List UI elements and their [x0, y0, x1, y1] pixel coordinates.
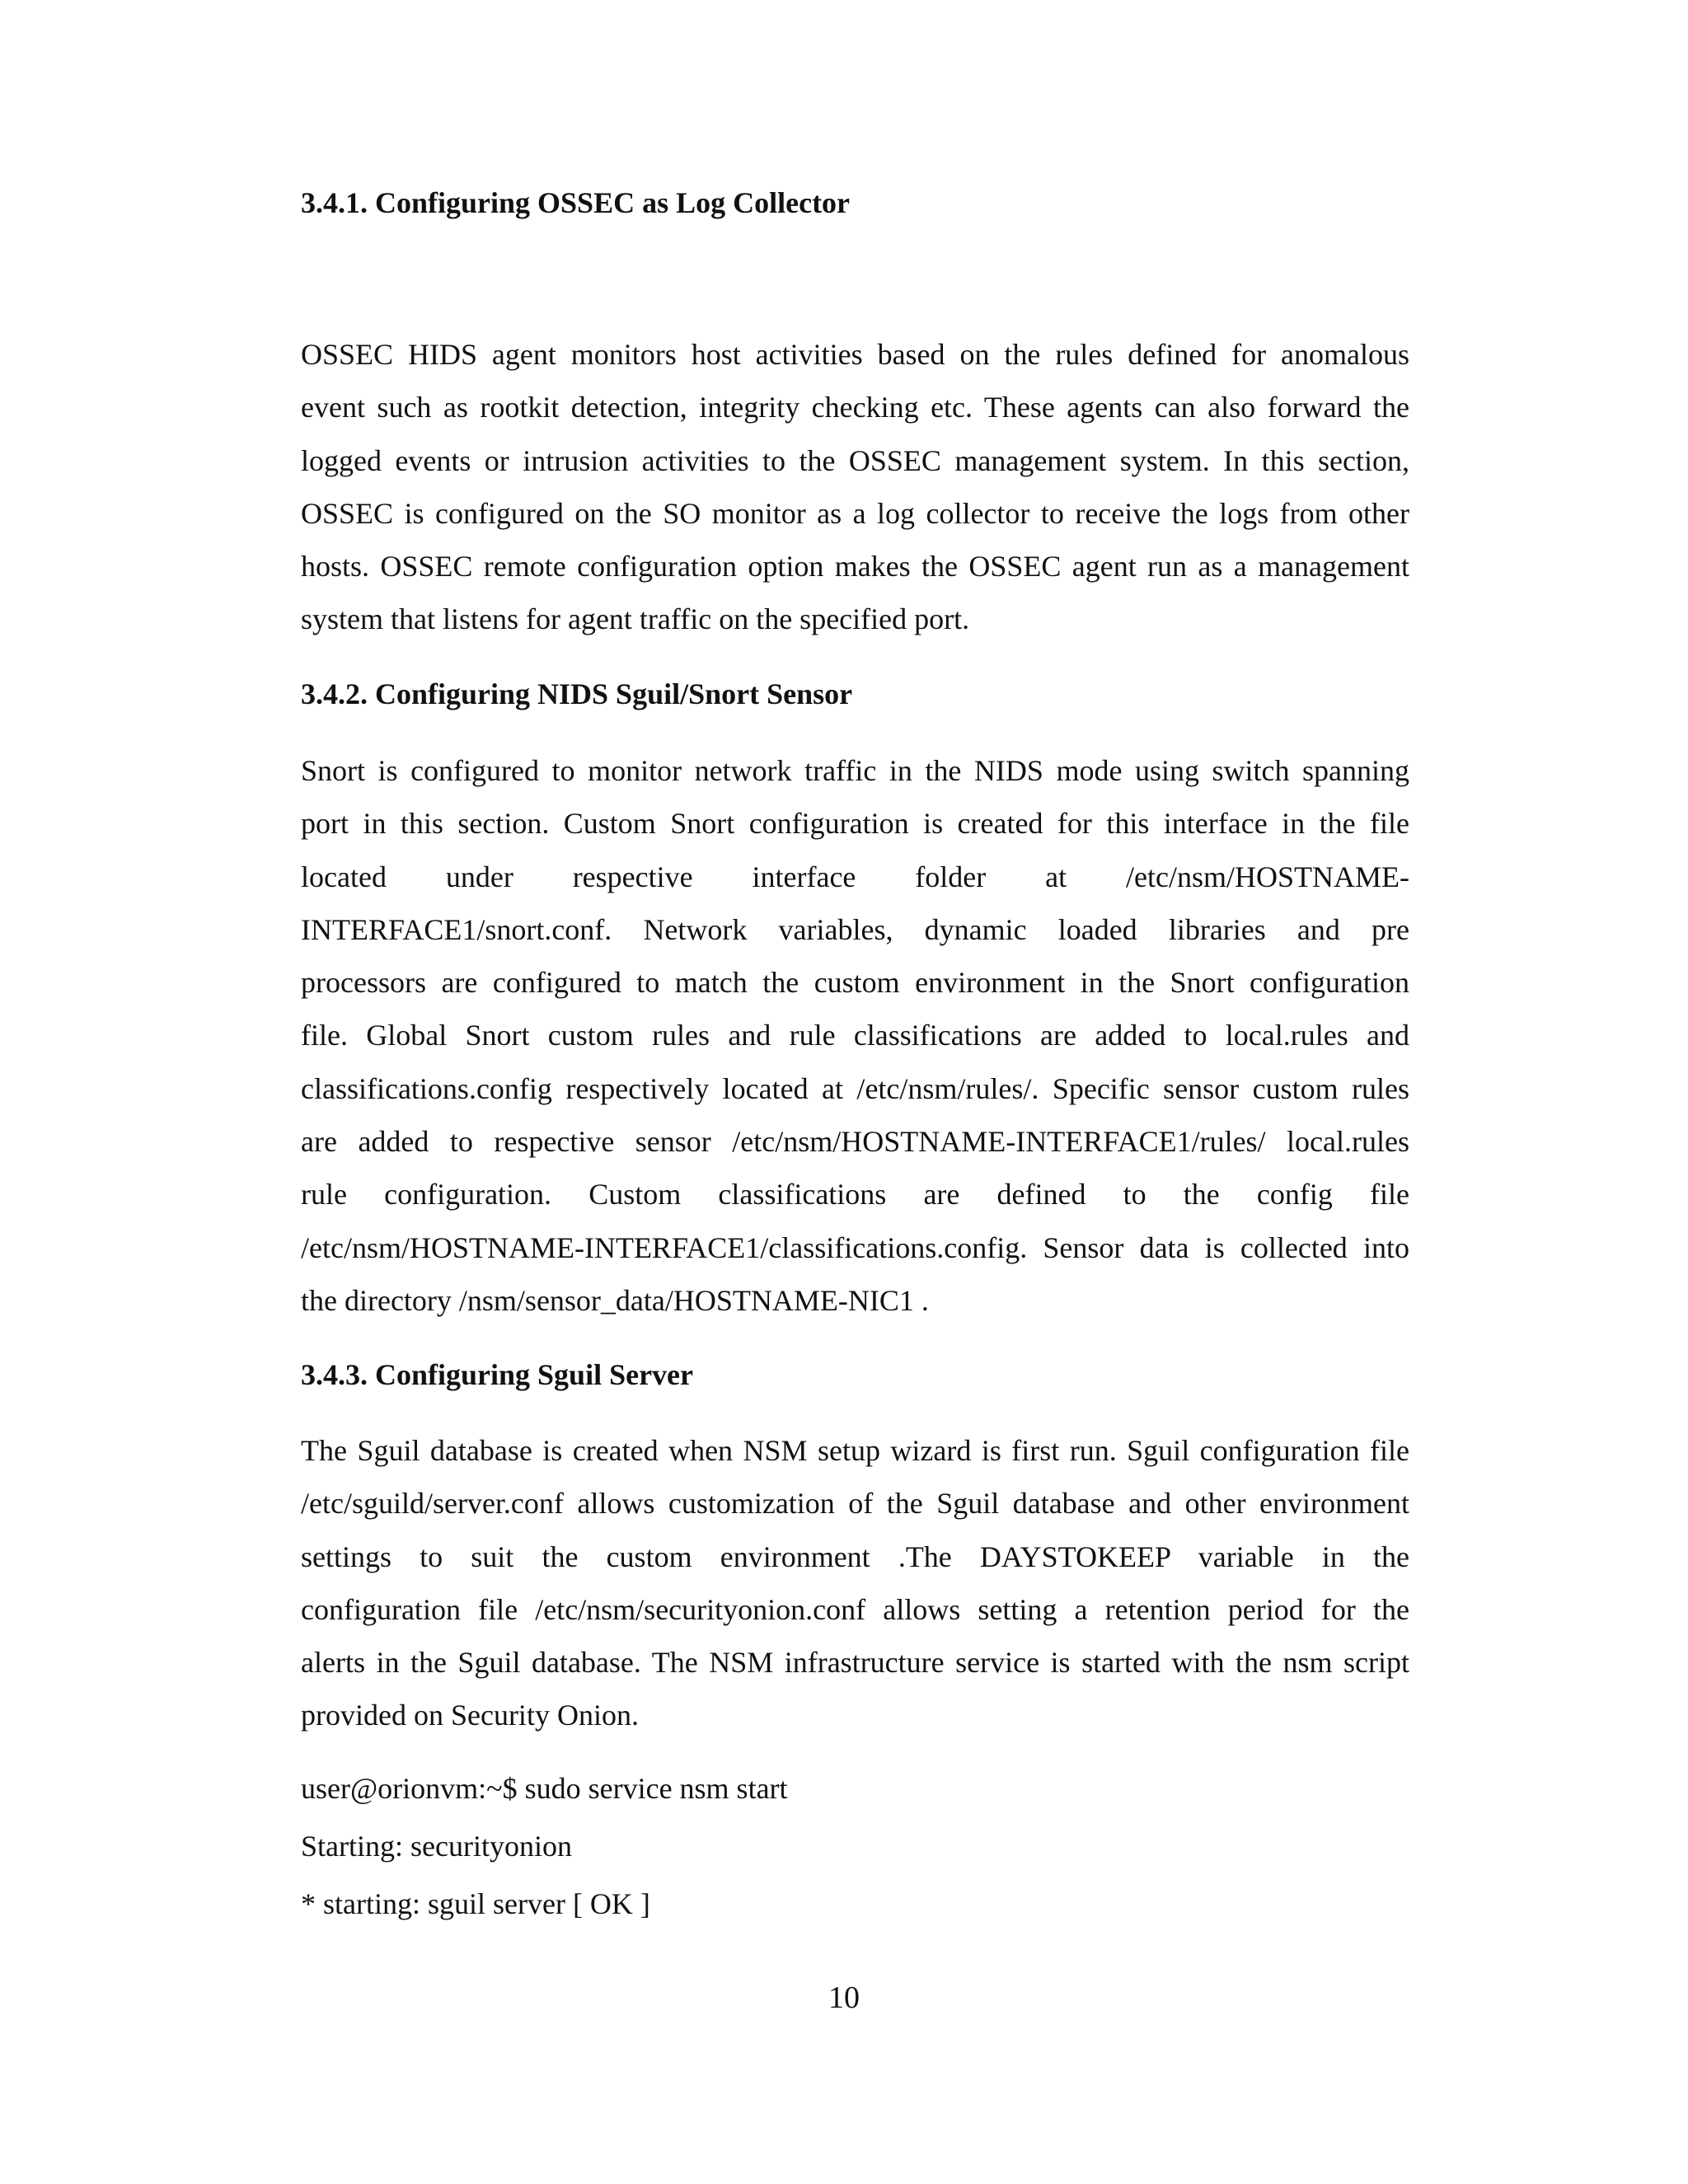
section-heading-3-4-2: 3.4.2. Configuring NIDS Sguil/Snort Sensor: [301, 677, 853, 710]
section-heading-3-4-3: 3.4.3. Configuring Sguil Server: [301, 1358, 694, 1391]
paragraph-line: event such as rootkit detection, integrity checking etc. These agents can also forward the: [301, 391, 1409, 424]
section-paragraph-3-4-2: [301, 744, 1409, 1327]
paragraph-line: processors are configured to match the custom environment in the Snort configuration: [301, 966, 1409, 1000]
paragraph-line: located under respective interface folder at /etc/nsm/HOSTNAME-: [301, 860, 1409, 893]
paragraph-line: system that listens for agent traffic on the specified port.: [301, 602, 970, 636]
paragraph-line: file. Global Snort custom rules and rule classifications are added to local.rules and: [301, 1019, 1409, 1052]
page-number: 10: [828, 1980, 860, 2015]
paragraph-line: rule configuration. Custom classifications are defined to the config file: [301, 1178, 1409, 1212]
paragraph-line: alerts in the Sguil database. The NSM infrastructure service is started with the nsm script: [301, 1646, 1409, 1680]
paragraph-line: provided on Security Onion.: [301, 1699, 639, 1732]
paragraph-line: classifications.config respectively located at /etc/nsm/rules/. Specific sensor custom rules: [301, 1071, 1409, 1105]
paragraph-line: hosts. OSSEC remote configuration option makes the OSSEC agent run as a management: [301, 550, 1409, 583]
paragraph-line: port in this section. Custom Snort configuration is created for this interface in the file: [301, 807, 1409, 841]
paragraph-line: settings to suit the custom environment .The DAYSTOKEEP variable in the: [301, 1540, 1409, 1573]
paragraph-line: the directory /nsm/sensor_data/HOSTNAME-NIC1 .: [301, 1283, 929, 1317]
section-paragraph-3-4-3: [301, 1424, 1409, 1742]
console-command-line: user@orionvm:~$ sudo service nsm start: [301, 1772, 788, 1805]
paragraph-line: are added to respective sensor /etc/nsm/HOSTNAME-INTERFACE1/rules/ local.rules: [301, 1125, 1409, 1159]
console-output-line: Starting: securityonion: [301, 1830, 572, 1863]
paragraph-line: /etc/sguild/server.conf allows customization of the Sguil database and other environment: [301, 1487, 1409, 1521]
paragraph-line: INTERFACE1/snort.conf. Network variables, dynamic loaded libraries and pre: [301, 912, 1409, 946]
paragraph-line: configuration file /etc/nsm/securityonion.conf allows setting a retention period for the: [301, 1592, 1409, 1626]
console-output-line: * starting: sguil server [ OK ]: [301, 1887, 650, 1920]
paragraph-line: OSSEC HIDS agent monitors host activities based on the rules defined for anomalous: [301, 338, 1409, 371]
paragraph-line: OSSEC is configured on the SO monitor as a log collector to receive the logs from other: [301, 496, 1409, 530]
paragraph-line: logged events or intrusion activities to the OSSEC management system. In this section,: [301, 443, 1409, 477]
paragraph-line: The Sguil database is created when NSM setup wizard is first run. Sguil configuration file: [301, 1434, 1409, 1467]
section-heading-3-4-1: 3.4.1. Configuring OSSEC as Log Collector: [301, 186, 851, 219]
section-paragraph-3-4-1: [301, 328, 1409, 646]
paragraph-line: Snort is configured to monitor network traffic in the NIDS mode using switch spanning: [301, 754, 1409, 787]
paragraph-line: /etc/nsm/HOSTNAME-INTERFACE1/classifications.config. Sensor data is collected into: [301, 1230, 1409, 1264]
